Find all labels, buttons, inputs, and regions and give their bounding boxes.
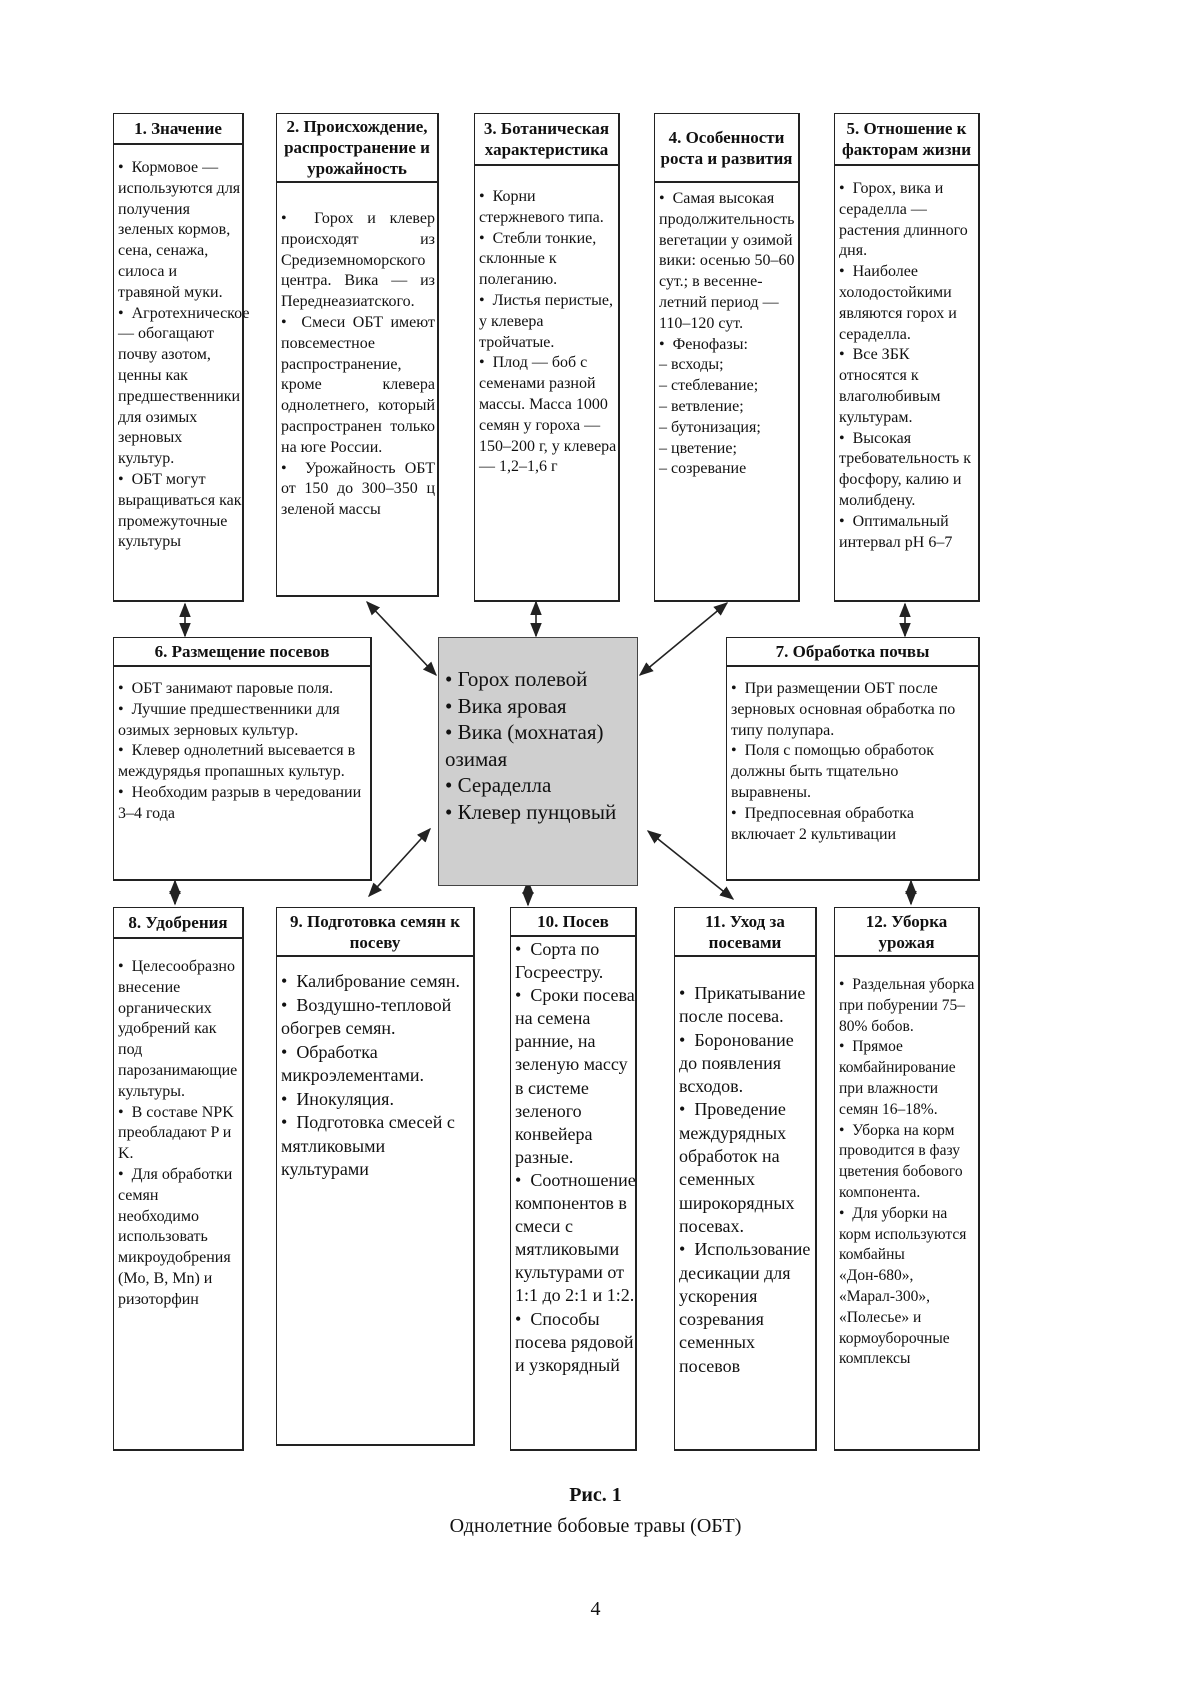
list-item: • Использование десикации для ускорения созревания семенных посевов: [679, 1238, 815, 1378]
list-item: • В составе NPK преобладают P и K.: [118, 1103, 242, 1165]
list-item: • Проведение междурядных обработок на семенных широкорядных посевах.: [679, 1098, 815, 1238]
crop-list-center: [438, 637, 638, 886]
list-item: • Прямое комбайнирование при влажности семян 16–18%.: [839, 1037, 977, 1120]
box-life-factors-title: 5. Отношение к факторам жизни: [834, 113, 980, 166]
figure-subtitle: Однолетние бобовые травы (ОБТ): [449, 1515, 742, 1537]
list-item: • Стебли тонкие, склонные к полеганию.: [479, 229, 617, 291]
list-item: • Калибрование семян.: [281, 970, 472, 994]
box-botany-title: 3. Ботаническая характеристика: [474, 113, 620, 166]
list-item: • Смеси ОБТ имеют повсеместное распространение, кроме клевера однолетнего, который распространен только на юге России.: [281, 313, 435, 459]
crop-item: • Клевер пунцовый: [445, 799, 631, 826]
crop-item: • Вика (мохнатая) озимая: [445, 719, 631, 772]
figure-title: Рис. 1: [569, 1484, 622, 1506]
list-item: • Уборка на корм проводится в фазу цветения бобового компонента.: [839, 1121, 977, 1204]
list-item: • Для уборки на корм используются комбайны «Дон-680», «Марал-300», «Полесье» и кормоуборочные комплексы: [839, 1204, 977, 1370]
list-item: • Кормовое — используются для получения зеленых кормов, сена, сенажа, силоса и травяной муки.: [118, 158, 242, 304]
box-fertilizers-title: 8. Удобрения: [113, 907, 244, 939]
crop-item: • Вика яровая: [445, 693, 631, 720]
list-item: • Воздушно-тепловой обогрев семян.: [281, 994, 472, 1041]
box-harvest-body: [839, 975, 977, 1370]
phase-item: – ветвление;: [659, 397, 744, 415]
list-item: • Поля с помощью обработок должны быть тщательно выравнены.: [731, 741, 976, 803]
list-item: • Целесообразно внесение органических удобрений как под парозанимающие культуры.: [118, 957, 242, 1103]
phase-item: – стеблевание;: [659, 377, 759, 395]
list-item: • Высокая требовательность к фосфору, калию и молибдену.: [839, 429, 977, 512]
box-tillage-title: 7. Обработка почвы: [726, 637, 980, 667]
list-item: • Горох, вика и сераделла — растения длинного дня.: [839, 179, 977, 262]
list-item: • Прикатывание после посева.: [679, 982, 815, 1029]
list-item: • Сроки посева на семена ранние, на зеленую массу в системе зеленого конвейера разные.: [515, 984, 635, 1169]
box-harvest-title: 12. Уборка урожая: [834, 907, 980, 957]
box-fertilizers-body: [118, 957, 242, 1311]
box-sowing-body: [515, 938, 635, 1377]
phase-item: – бутонизация;: [659, 418, 761, 436]
box-life-factors-body: [839, 179, 977, 553]
list-item: • Способы посева рядовой и узкорядный: [515, 1308, 635, 1377]
list-item: • При размещении ОБТ после зерновых основная обработка по типу полупара.: [731, 679, 976, 741]
crop-item: • Сераделла: [445, 772, 631, 799]
list-item: • Раздельная уборка при побурении 75–80% бобов.: [839, 975, 977, 1037]
list-item: • Фенофазы:: [659, 335, 797, 356]
list-item: • Предпосевная обработка включает 2 культивации: [731, 804, 976, 846]
list-item: • Боронование до появления всходов.: [679, 1029, 815, 1099]
list-item: • Оптимальный интервал рН 6–7: [839, 512, 977, 554]
phase-item: – цветение;: [659, 439, 737, 457]
box-crop-care-body: [679, 982, 815, 1378]
list-item: • Агротехническое — обогащают почву азотом, ценны как предшественники для озимых зерновых культур.: [118, 304, 242, 470]
box-placement-title: 6. Размещение посевов: [113, 637, 372, 667]
page-number: 4: [590, 1598, 601, 1620]
list-item: • Урожайность ОБТ от 150 до 300–350 ц зеленой массы: [281, 459, 435, 521]
list-item: • Корни стержневого типа.: [479, 187, 617, 229]
box-placement-body: [118, 679, 370, 825]
arrow-b9: [369, 829, 430, 896]
list-item: • Для обработки семян необходимо использовать микроудобрения (Mo, B, Mn) и ризоторфин: [118, 1165, 242, 1311]
list-item: • Необходим разрыв в чередовании 3–4 года: [118, 783, 370, 825]
box-sowing-title: 10. Посев: [510, 907, 637, 937]
list-item: • ОБТ занимают паровые поля.: [118, 679, 370, 700]
list-item: • ОБТ могут выращиваться как промежуточные культуры: [118, 470, 242, 553]
arrow-b4: [640, 603, 727, 675]
list-item: • Обработка микроэлементами.: [281, 1041, 472, 1088]
box-crop-care-title: 11. Уход за посевами: [674, 907, 817, 957]
list-item: • Подготовка смесей с мятликовыми культурами: [281, 1111, 472, 1182]
list-item: • Лучшие предшественники для озимых зерновых культур.: [118, 700, 370, 742]
list-item: • Наиболее холодостойкими являются горох и сераделла.: [839, 262, 977, 345]
phase-item: – созревание: [659, 460, 747, 478]
list-item: • Соотношение компонентов в смеси с мятликовыми культурами от 1:1 до 2:1 и 1:2.: [515, 1169, 635, 1308]
crop-item: • Горох полевой: [445, 666, 631, 693]
box-botany-body: [479, 187, 617, 478]
list-item: • Горох и клевер происходят из Средиземноморского центра. Вика — из Переднеазиатского.: [281, 209, 435, 313]
box-origin-body: [281, 209, 435, 521]
box-meaning-title: 1. Значение: [113, 113, 244, 145]
arrow-b2: [367, 602, 436, 675]
box-seed-prep-title: 9. Подготовка семян к посеву: [276, 907, 475, 957]
phase-item: – всходы;: [659, 356, 724, 374]
list-item: • Самая высокая продолжительность вегетации у озимой вики: осенью 50–60 сут.; в весенне-летний период — 110–120 сут.: [659, 189, 797, 335]
box-tillage-body: [731, 679, 976, 845]
list-item: • Клевер однолетний высевается в междурядья пропашных культур.: [118, 741, 370, 783]
list-item: • Листья перистые, у клевера тройчатые.: [479, 291, 617, 353]
box-meaning-body: [118, 158, 250, 553]
list-item: • Все ЗБК относятся к влаголюбивым культурам.: [839, 345, 977, 428]
box-growth-body: [659, 189, 797, 480]
box-seed-prep-body: [281, 970, 472, 1182]
box-origin-title: 2. Происхождение, распространение и урожайность: [276, 113, 439, 183]
list-item: • Сорта по Госреестру.: [515, 938, 635, 984]
arrow-b11: [648, 831, 733, 899]
list-item: • Плод — боб с семенами разной массы. Масса 1000 семян у гороха — 150–200 г, у клевера — 1,2–1,6 г: [479, 353, 617, 478]
box-growth-title: 4. Особенности роста и развития: [654, 113, 800, 183]
list-item: • Инокуляция.: [281, 1088, 472, 1112]
